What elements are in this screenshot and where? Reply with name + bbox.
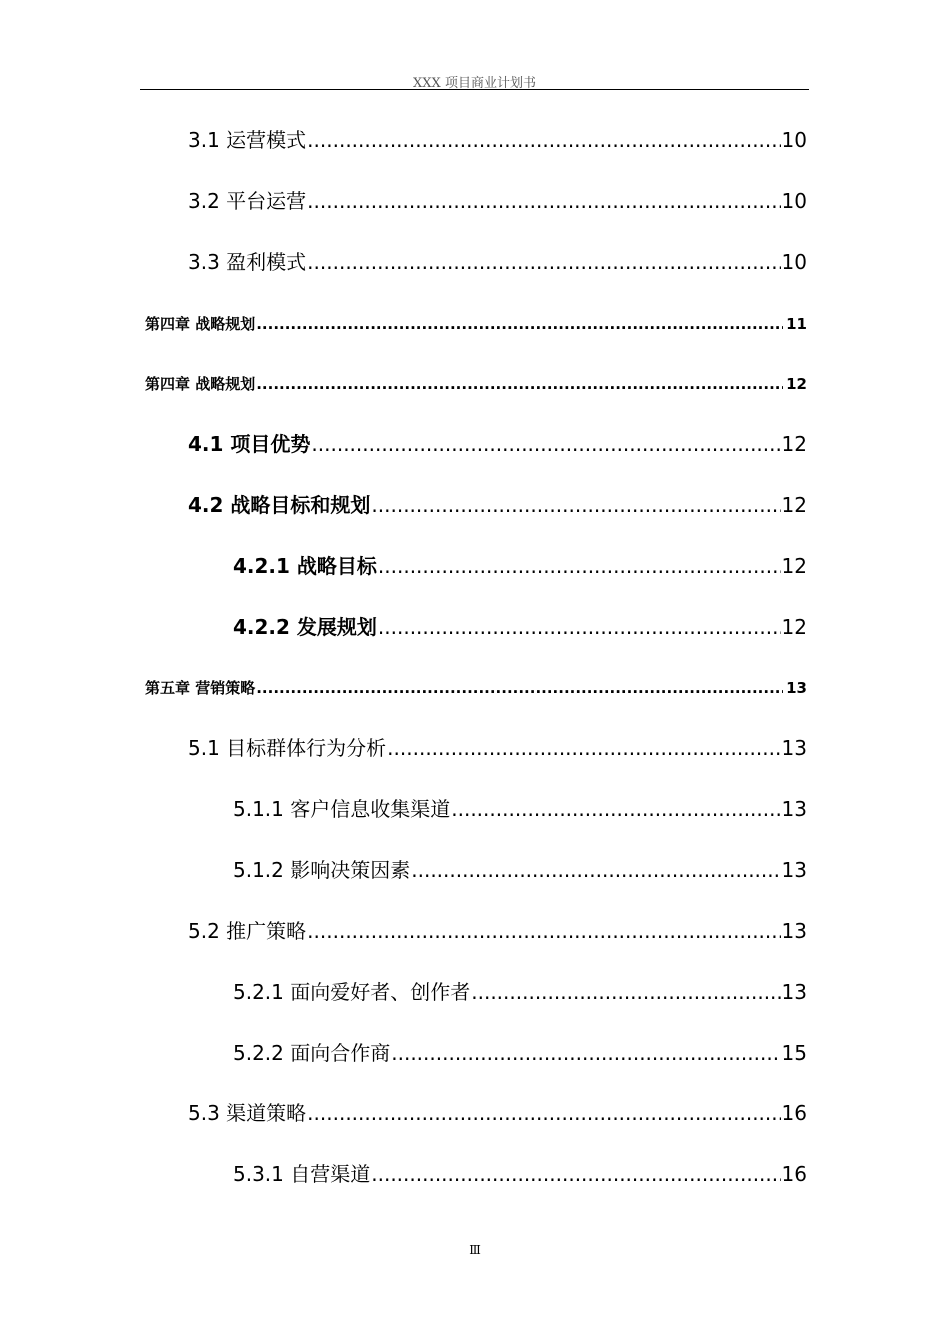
toc-leader-dots <box>387 736 780 760</box>
toc-entry-label: 3.2 平台运营 <box>188 189 307 213</box>
header-divider <box>140 89 809 90</box>
toc-entry[interactable] <box>233 1158 807 1186</box>
toc-leader-dots <box>471 980 780 1004</box>
toc-entry[interactable] <box>188 185 807 213</box>
toc-leader-dots <box>311 432 780 456</box>
toc-leader-dots <box>411 858 780 882</box>
page-number: Ⅲ <box>469 1243 481 1257</box>
toc-leader-dots <box>451 797 780 821</box>
toc-entry-label: 4.2 战略目标和规划 <box>188 493 371 517</box>
toc-entry-page: 13 <box>781 858 807 882</box>
toc-chapter-entry[interactable] <box>145 313 807 335</box>
toc-leader-dots <box>256 679 783 697</box>
toc-entry-page: 12 <box>781 554 807 578</box>
toc-leader-dots <box>378 615 781 639</box>
toc-chapter-entry[interactable] <box>145 677 807 699</box>
toc-entry[interactable] <box>233 793 807 821</box>
toc-chapter-entry[interactable] <box>145 373 807 395</box>
toc-entry-page: 13 <box>781 980 807 1004</box>
toc-entry-page: 11 <box>786 315 807 333</box>
toc-entry-page: 16 <box>781 1101 807 1125</box>
toc-entry[interactable] <box>188 428 807 456</box>
toc-entry-page: 10 <box>781 189 807 213</box>
toc-leader-dots <box>307 1101 780 1125</box>
toc-entry-page: 12 <box>786 375 807 393</box>
toc-entry-label: 5.2.2 面向合作商 <box>233 1041 391 1065</box>
toc-entry-page: 16 <box>781 1162 807 1186</box>
toc-leader-dots <box>307 189 780 213</box>
toc-entry-label: 4.1 项目优势 <box>188 432 311 456</box>
toc-leader-dots <box>256 315 783 333</box>
toc-entry-label: 第四章 战略规划 <box>145 315 256 333</box>
toc-entry-page: 15 <box>781 1041 807 1065</box>
toc-entry[interactable] <box>188 489 807 517</box>
toc-entry-label: 5.1 目标群体行为分析 <box>188 736 387 760</box>
toc-entry-label: 4.2.2 发展规划 <box>233 615 377 639</box>
toc-entry-label: 4.2.1 战略目标 <box>233 554 377 578</box>
toc-leader-dots <box>307 128 780 152</box>
toc-leader-dots <box>307 919 780 943</box>
toc-entry-label: 第四章 战略规划 <box>145 375 256 393</box>
toc-entry-page: 13 <box>781 797 807 821</box>
toc-entry[interactable] <box>188 732 807 760</box>
toc-entry-page: 12 <box>781 615 807 639</box>
toc-leader-dots <box>371 493 780 517</box>
toc-entry[interactable] <box>233 611 807 639</box>
toc-entry-label: 3.1 运营模式 <box>188 128 307 152</box>
toc-leader-dots <box>307 250 780 274</box>
toc-entry-label: 5.1.2 影响决策因素 <box>233 858 411 882</box>
toc-entry-page: 13 <box>781 736 807 760</box>
toc-entry[interactable] <box>188 246 807 274</box>
toc-leader-dots <box>256 375 783 393</box>
toc-entry-label: 第五章 营销策略 <box>145 679 256 697</box>
toc-entry[interactable] <box>233 550 807 578</box>
toc-leader-dots <box>391 1041 780 1065</box>
toc-entry-page: 12 <box>781 432 807 456</box>
document-header-title: XXX 项目商业计划书 <box>413 76 536 91</box>
toc-entry-label: 3.3 盈利模式 <box>188 250 307 274</box>
toc-entry-label: 5.3.1 自营渠道 <box>233 1162 371 1186</box>
toc-entry-label: 5.3 渠道策略 <box>188 1101 307 1125</box>
toc-entry-label: 5.2 推广策略 <box>188 919 307 943</box>
toc-entry-page: 13 <box>781 919 807 943</box>
toc-entry[interactable] <box>188 1097 807 1125</box>
toc-entry[interactable] <box>233 1037 807 1065</box>
toc-entry[interactable] <box>188 915 807 943</box>
toc-entry-label: 5.2.1 面向爱好者、创作者 <box>233 980 471 1004</box>
toc-leader-dots <box>371 1162 780 1186</box>
toc-entry-page: 13 <box>786 679 807 697</box>
toc-entry[interactable] <box>188 124 807 152</box>
toc-entry-page: 10 <box>781 250 807 274</box>
toc-entry-page: 10 <box>781 128 807 152</box>
toc-entry-label: 5.1.1 客户信息收集渠道 <box>233 797 451 821</box>
toc-entry-page: 12 <box>781 493 807 517</box>
toc-entry[interactable] <box>233 976 807 1004</box>
toc-leader-dots <box>378 554 781 578</box>
toc-entry[interactable] <box>233 854 807 882</box>
